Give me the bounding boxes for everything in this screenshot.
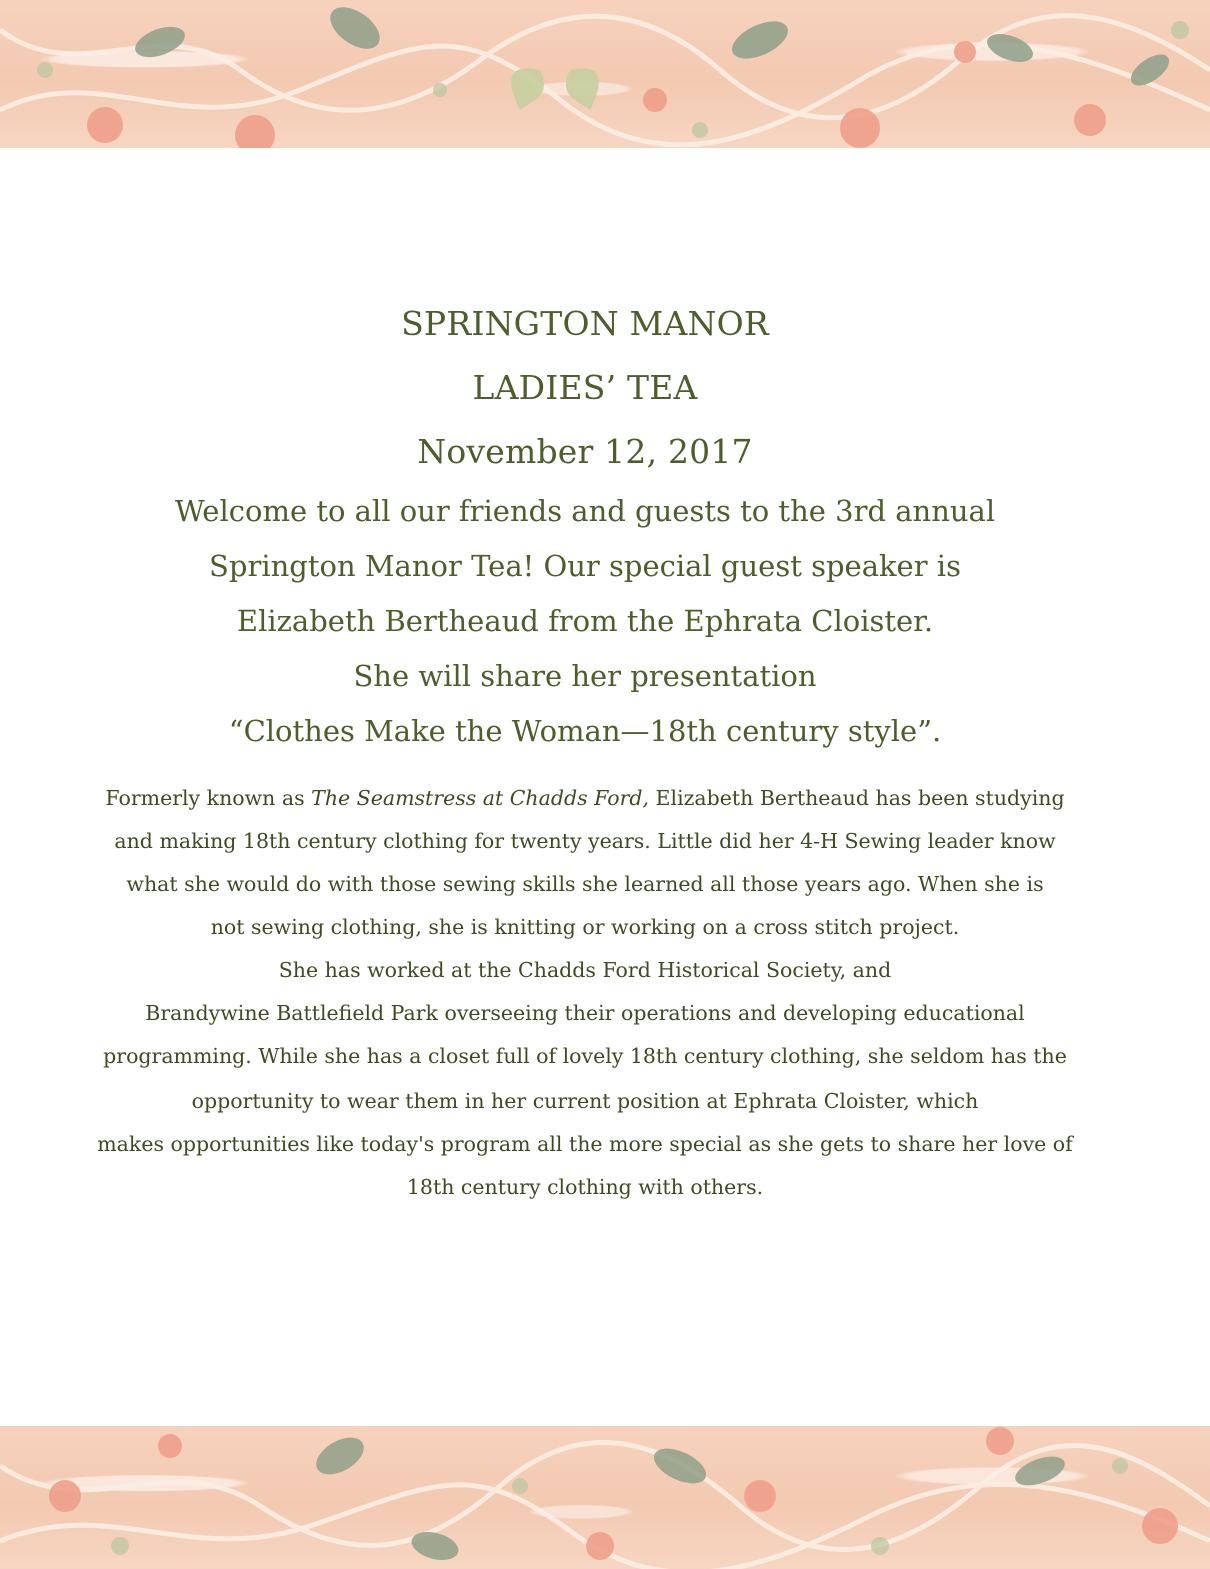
floral-border-bottom	[0, 1426, 1210, 1569]
bio-line-1-suffix: Elizabeth Bertheaud has been studying	[649, 786, 1065, 810]
floral-pattern-bottom	[0, 1426, 1210, 1569]
welcome-line: Springton Manor Tea! Our special guest speaker is	[209, 549, 961, 583]
bio-line-1-prefix: Formerly known as	[105, 786, 312, 810]
welcome-line: Elizabeth Bertheaud from the Ephrata Cloister.	[236, 604, 934, 638]
bio-line: programming. While she has a closet full of lovely 18th century clothing, she seldom has the	[103, 1044, 1067, 1068]
welcome-line: She will share her presentation	[353, 659, 817, 693]
former-business-name: The Seamstress at Chadds Ford,	[311, 786, 650, 810]
event-title-line-1: SPRINGTON MANOR	[401, 304, 769, 343]
bio-line: 18th century clothing with others.	[406, 1175, 764, 1199]
presentation-title: “Clothes Make the Woman—18th century style”.	[228, 714, 942, 748]
event-title-line-2: LADIES’ TEA	[472, 368, 698, 407]
bio-line: makes opportunities like today's program all the more special as she gets to share her love of	[97, 1132, 1073, 1156]
bio-line: what she would do with those sewing skills she learned all those years ago. When she is	[126, 872, 1044, 896]
bio-line: not sewing clothing, she is knitting or working on a cross stitch project.	[210, 915, 960, 939]
welcome-line: Welcome to all our friends and guests to the 3rd annual	[174, 494, 996, 528]
bio-line: Brandywine Battlefield Park overseeing their operations and developing educational	[145, 1001, 1025, 1025]
event-date: November 12, 2017	[417, 432, 753, 471]
bio-line-1	[0, 786, 1170, 810]
bio-line: opportunity to wear them in her current position at Ephrata Cloister, which	[191, 1089, 979, 1113]
floral-pattern-top	[0, 0, 1210, 148]
bio-line: She has worked at the Chadds Ford Historical Society, and	[278, 958, 892, 982]
floral-border-top	[0, 0, 1210, 148]
bio-line: and making 18th century clothing for twenty years. Little did her 4-H Sewing leader know	[114, 829, 1056, 853]
